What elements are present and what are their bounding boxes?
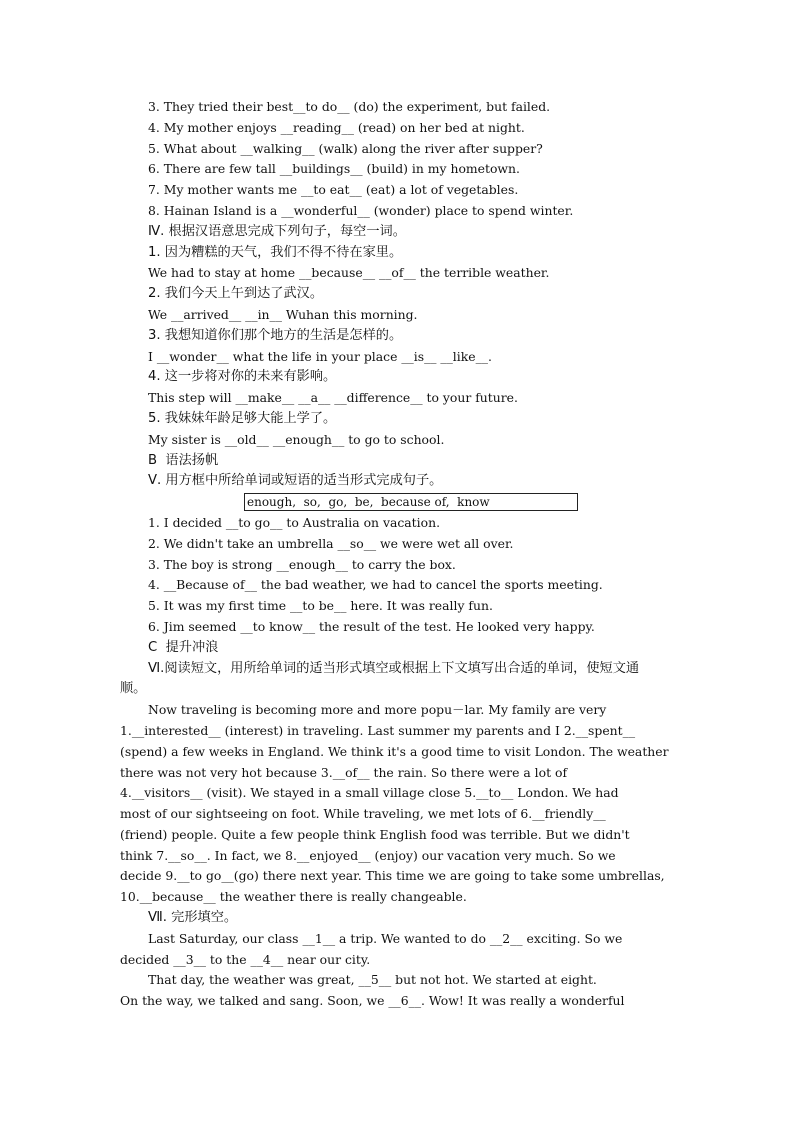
- section-4-item-2-en: We __arrived__ __in__ Wuhan this morning.: [148, 306, 418, 322]
- section-5-item-2: 2. We didn't take an umbrella __so__ we were wet all over.: [148, 535, 514, 551]
- part-c-label: C 提升冲浪: [148, 639, 219, 655]
- section-5-item-1: 1. I decided __to go__ to Australia on vacation.: [148, 514, 441, 530]
- passage-7-line-1: Last Saturday, our class __1__ a trip. We wanted to do __2__ exciting. So we: [148, 930, 623, 946]
- section-4-item-5-zh: 5. 我妹妹年龄足够大能上学了。: [148, 410, 337, 426]
- section-4-item-3-en: I __wonder__ what the life in your place __is__ __like__.: [148, 348, 492, 364]
- part-b-label: B 语法扬帆: [148, 452, 219, 468]
- exercise-6-line: 6. There are few tall __buildings__ (build) in my hometown.: [148, 161, 520, 177]
- passage-6-line-3: (spend) a few weeks in England. We think it's a good time to visit London. The weather: [120, 743, 669, 759]
- passage-6-line-1: Now traveling is becoming more and more popu－lar. My family are very: [148, 702, 607, 718]
- document-content: [120, 97, 674, 1012]
- section-4-item-4-zh: 4. 这一步将对你的未来有影响。: [148, 369, 337, 385]
- section-5-item-5: 5. It was my first time __to be__ here. It was really fun.: [148, 598, 493, 614]
- section-4-heading: Ⅳ. 根据汉语意思完成下列句子，每空一词。: [148, 223, 406, 239]
- word-box-row: [120, 492, 674, 513]
- section-5-item-3: 3. The boy is strong __enough__ to carry the box.: [148, 556, 456, 572]
- passage-7-line-3: That day, the weather was great, __5__ but not hot. We started at eight.: [148, 972, 597, 988]
- exercise-3-line: 3. They tried their best__to do__ (do) the experiment, but failed.: [148, 99, 551, 114]
- section-4-item-1-zh: 1. 因为糟糕的天气，我们不得不待在家里。: [148, 244, 403, 260]
- section-4-item-4-en: This step will __make__ __a__ __difference__ to your future.: [148, 390, 518, 406]
- passage-6-line-9: decide 9.__to go__(go) there next year. This time we are going to take some umbrellas,: [120, 868, 665, 884]
- exercise-4-line: 4. My mother enjoys __reading__ (read) on her bed at night.: [148, 119, 525, 135]
- section-4-item-3-zh: 3. 我想知道你们那个地方的生活是怎样的。: [148, 327, 403, 343]
- section-5-item-4: 4. __Because of__ the bad weather, we had to cancel the sports meeting.: [148, 577, 603, 593]
- section-6-heading-line-2: 顺。: [120, 681, 147, 697]
- section-7-heading: Ⅶ. 完形填空。: [148, 910, 238, 926]
- passage-6-line-2: 1.__interested__ (interest) in traveling. Last summer my parents and I 2.__spent__: [120, 722, 636, 738]
- passage-6-line-6: most of our sightseeing on foot. While traveling, we met lots of 6.__friendly__: [120, 806, 606, 822]
- passage-6-line-7: (friend) people. Quite a few people think English food was terrible. But we didn't: [120, 826, 630, 842]
- exercise-5-line: 5. What about __walking__ (walk) along the river after supper?: [148, 140, 543, 156]
- section-4-item-2-zh: 2. 我们今天上午到达了武汉。: [148, 286, 324, 302]
- passage-6-line-8: think 7.__so__. In fact, we 8.__enjoyed__ (enjoy) our vacation very much. So we: [120, 847, 616, 863]
- passage-7-line-4: On the way, we talked and sang. Soon, we __6__. Wow! It was really a wonderful: [120, 993, 625, 1009]
- section-4-item-1-en: We had to stay at home __because__ __of__ the terrible weather.: [148, 265, 550, 281]
- passage-7-line-2: decided __3__ to the __4__ near our city.: [120, 951, 371, 967]
- section-5-heading: Ⅴ. 用方框中所给单词或短语的适当形式完成句子。: [148, 473, 443, 489]
- exercise-7-line: 7. My mother wants me __to eat__ (eat) a lot of vegetables.: [148, 182, 519, 198]
- passage-6-line-10: 10.__because__ the weather there is really changeable.: [120, 889, 467, 905]
- passage-6-line-5: 4.__visitors__ (visit). We stayed in a small village close 5.__to__ London. We had: [120, 785, 619, 801]
- section-6-heading-line-1: Ⅵ.阅读短文，用所给单词的适当形式填空或根据上下文填写出合适的单词，使短文通: [148, 660, 640, 676]
- passage-6-line-4: there was not very hot because 3.__of__ the rain. So there were a lot of: [120, 764, 568, 780]
- word-box: enough, so, go, be, because of, know: [244, 493, 578, 511]
- section-4-item-5-en: My sister is __old__ __enough__ to go to school.: [148, 431, 445, 447]
- exercise-8-line: 8. Hainan Island is a __wonderful__ (wonder) place to spend winter.: [148, 202, 574, 218]
- section-5-item-6: 6. Jim seemed __to know__ the result of the test. He looked very happy.: [148, 618, 595, 634]
